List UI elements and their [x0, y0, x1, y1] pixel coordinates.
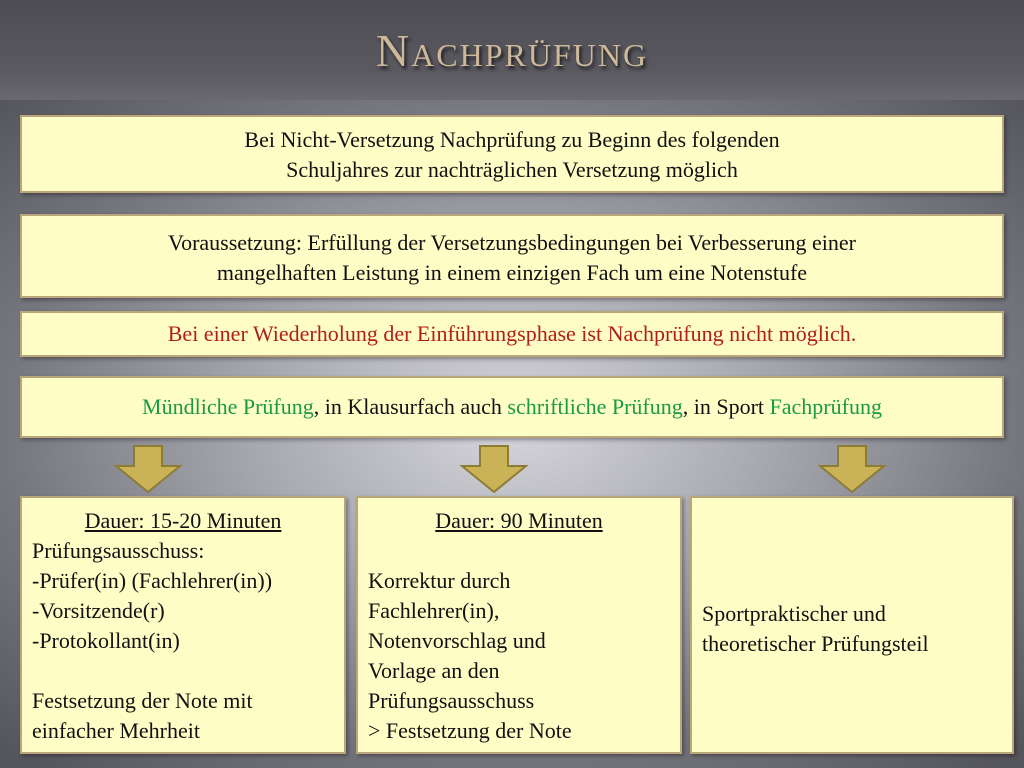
col2-line: Prüfungsausschuss: [368, 688, 535, 713]
slide-title: Nachprüfung: [375, 25, 649, 76]
column-schriftliche-pruefung: [356, 496, 682, 754]
info-box-pruefungsarten: [20, 376, 1004, 438]
col1-line: -Vorsitzende(r): [32, 598, 165, 623]
column-muendliche-pruefung: [20, 496, 346, 754]
box1-line2: Schuljahres zur nachträglichen Versetzung möglich: [286, 157, 738, 182]
column-fachpruefung: [690, 496, 1014, 754]
col2-line: > Festsetzung der Note: [368, 718, 572, 743]
col1-line: Prüfungsausschuss:: [32, 538, 205, 563]
col2-heading: Dauer: 90 Minuten: [435, 508, 603, 533]
box4-fachpruefung: Fachprüfung: [769, 394, 882, 419]
col1-heading: Dauer: 15-20 Minuten: [84, 508, 282, 533]
col2-line: Korrektur durch: [368, 568, 511, 593]
col1-line: Festsetzung der Note mit: [32, 688, 253, 713]
info-box-voraussetzung: [20, 214, 1004, 298]
col3-line: theoretischer Prüfungsteil: [702, 631, 929, 656]
info-box-wiederholung: [20, 311, 1004, 357]
col3-line: Sportpraktischer und: [702, 601, 886, 626]
box4-text2: , in Klausurfach auch: [313, 394, 508, 419]
down-arrow-icon: [458, 444, 530, 494]
col2-line: Vorlage an den: [368, 658, 500, 683]
box4-muendliche: Mündliche Prüfung: [142, 394, 314, 419]
box2-line1: Voraussetzung: Erfüllung der Versetzungsbedingungen bei Verbesserung einer: [168, 230, 856, 255]
box1-line1: Bei Nicht-Versetzung Nachprüfung zu Beginn des folgenden: [244, 127, 780, 152]
box4-text4: , in Sport: [682, 394, 770, 419]
col2-line: Notenvorschlag und: [368, 628, 546, 653]
col2-line: Fachlehrer(in),: [368, 598, 500, 623]
down-arrow-icon: [816, 444, 888, 494]
box4-schriftliche: schriftliche Prüfung: [507, 394, 683, 419]
col2-line: [368, 536, 670, 566]
box3-text: Bei einer Wiederholung der Einführungsphase ist Nachprüfung nicht möglich.: [167, 321, 857, 346]
col1-line: einfacher Mehrheit: [32, 718, 200, 743]
col1-line: -Protokollant(in): [32, 628, 180, 653]
box2-line2: mangelhaften Leistung in einem einzigen Fach um eine Notenstufe: [216, 260, 808, 285]
col1-line: [32, 656, 334, 686]
down-arrow-icon: [112, 444, 184, 494]
col1-line: -Prüfer(in) (Fachlehrer(in)): [32, 568, 273, 593]
info-box-nicht-versetzung: [20, 115, 1004, 193]
